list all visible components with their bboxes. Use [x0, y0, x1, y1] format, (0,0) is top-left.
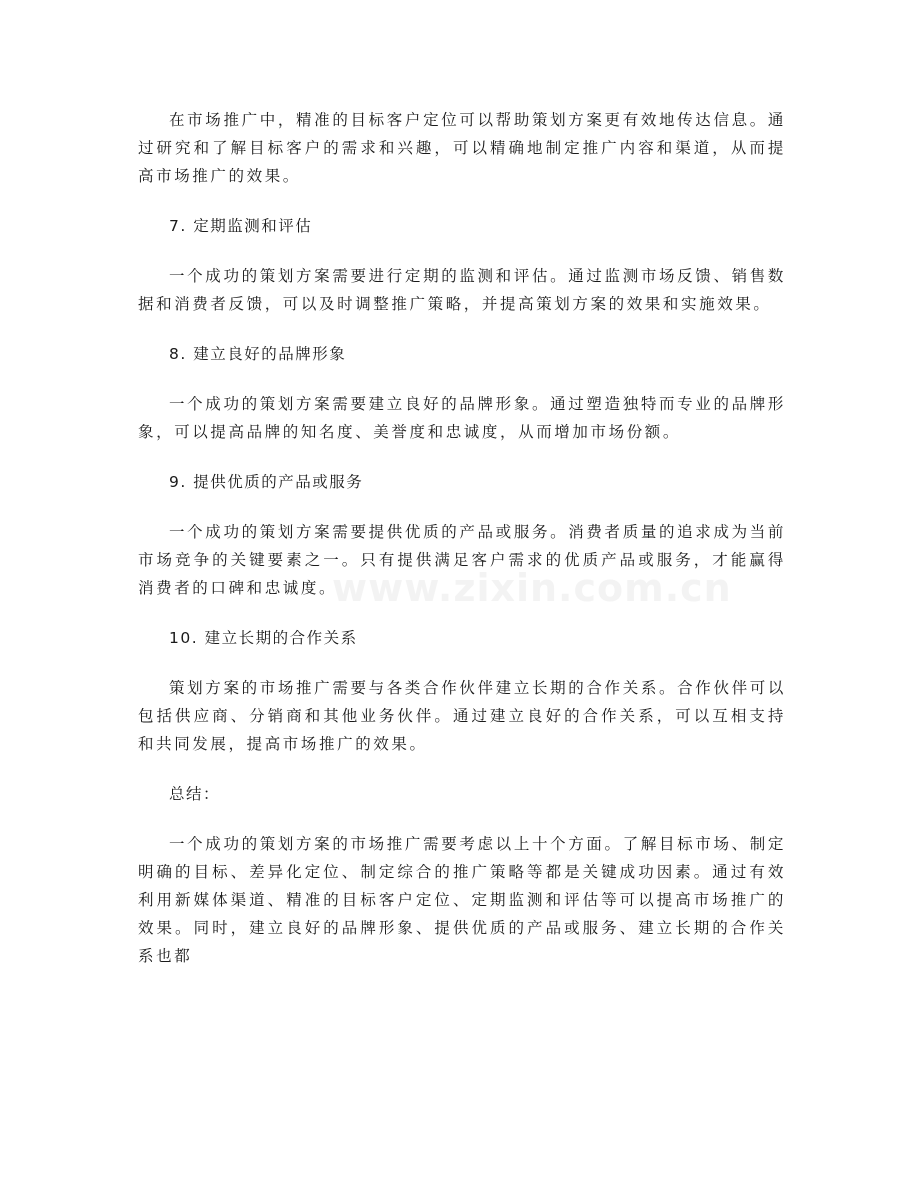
watermark: www.zixin.com.cn	[332, 566, 732, 610]
paragraph-brand-image: 一个成功的策划方案需要建立良好的品牌形象。通过塑造独特而专业的品牌形象，可以提高品牌的知名度、美誉度和忠诚度，从而增加市场份额。	[138, 395, 786, 441]
document-body	[138, 106, 786, 970]
paragraph-monitoring: 一个成功的策划方案需要进行定期的监测和评估。通过监测市场反馈、销售数据和消费者反馈，可以及时调整推广策略，并提高策划方案的效果和实施效果。	[138, 267, 786, 313]
section-heading-10: 10. 建立长期的合作关系	[169, 629, 358, 647]
section-heading-9: 9. 提供优质的产品或服务	[169, 473, 364, 491]
paragraph-partnerships: 策划方案的市场推广需要与各类合作伙伴建立长期的合作关系。合作伙伴可以包括供应商、分销商和其他业务伙伴。通过建立良好的合作关系，可以互相支持和共同发展，提高市场推广的效果。	[138, 679, 786, 753]
paragraph-target-customer: 在市场推广中，精准的目标客户定位可以帮助策划方案更有效地传达信息。通过研究和了解目标客户的需求和兴趣，可以精确地制定推广内容和渠道，从而提高市场推广的效果。	[138, 111, 786, 185]
section-heading-8: 8. 建立良好的品牌形象	[169, 345, 347, 363]
paragraph-quality-products: 一个成功的策划方案需要提供优质的产品或服务。消费者质量的追求成为当前市场竞争的关键要素之一。只有提供满足客户需求的优质产品或服务，才能赢得消费者的口碑和忠诚度。	[138, 523, 786, 597]
paragraph-summary: 一个成功的策划方案的市场推广需要考虑以上十个方面。了解目标市场、制定明确的目标、差异化定位、制定综合的推广策略等都是关键成功因素。通过有效利用新媒体渠道、精准的目标客户定位、定期监测和评估等可以提高市场推广的效果。同时，建立良好的品牌形象、提供优质的产品或服务、建立长期的合作关系也都	[138, 835, 786, 965]
section-heading-7: 7. 定期监测和评估	[169, 217, 313, 235]
section-heading-summary: 总结：	[169, 785, 221, 803]
